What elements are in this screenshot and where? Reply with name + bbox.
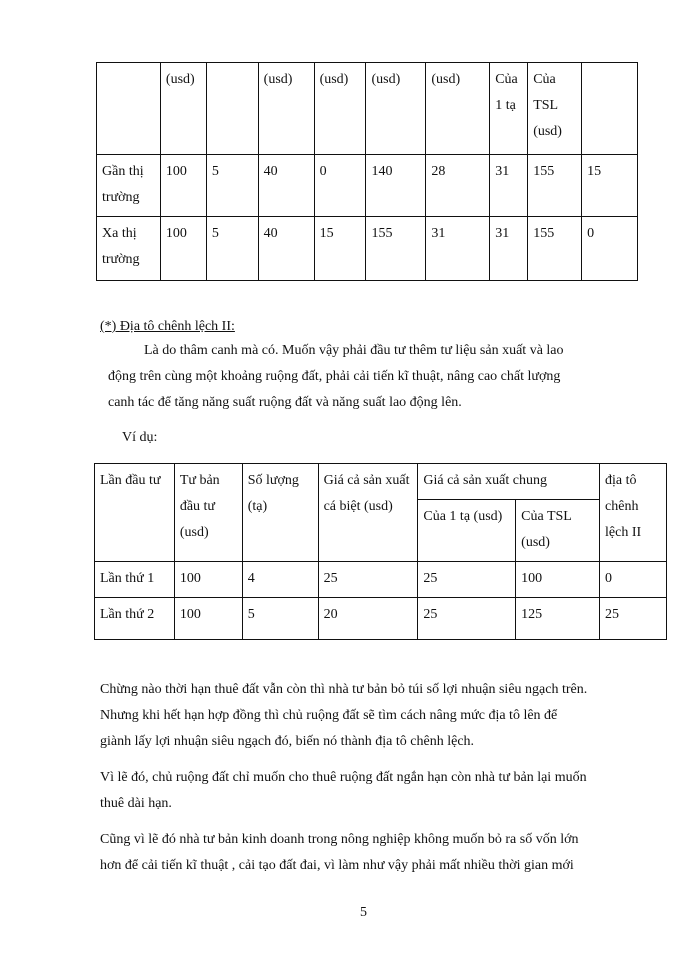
table1-header-cell: (usd) xyxy=(314,63,366,155)
rent-table-2 xyxy=(94,463,667,640)
table2-header-cell: Số lượng (tạ) xyxy=(242,464,318,562)
table2-header-cell: Giá cả sản xuất cá biệt (usd) xyxy=(318,464,418,562)
table-cell: Xa thị trường xyxy=(97,217,161,281)
table1-header-cell xyxy=(206,63,258,155)
table-cell: 100 xyxy=(174,598,242,640)
paragraph-lease xyxy=(100,677,660,755)
table-cell: 5 xyxy=(206,217,258,281)
example-label: Ví dụ: xyxy=(122,430,158,445)
paragraph-line: Cũng vì lẽ đó nhà tư bản kinh doanh trong nông nghiệp không muốn bỏ ra số vốn lớn xyxy=(100,832,579,847)
paragraph-line: canh tác để tăng năng suất ruộng đất và năng suất lao động lên. xyxy=(108,395,462,410)
paragraph-landowner xyxy=(100,765,660,817)
table1-header-cell: Của 1 tạ xyxy=(490,63,528,155)
table-cell: 0 xyxy=(314,155,366,217)
paragraph-line: Nhưng khi hết hạn hợp đồng thì chủ ruộng đất sẽ tìm cách nâng mức địa tô lên để xyxy=(100,708,558,723)
table-cell: 155 xyxy=(366,217,426,281)
table-cell: 20 xyxy=(318,598,418,640)
table-cell: 40 xyxy=(258,155,314,217)
paragraph-line: giành lấy lợi nhuận siêu ngạch đó, biến nó thành địa tô chênh lệch. xyxy=(100,734,475,749)
table-cell: 125 xyxy=(516,598,600,640)
paragraph-intro xyxy=(108,338,638,416)
table1-header-cell: Của TSL (usd) xyxy=(528,63,582,155)
table-row xyxy=(97,217,638,281)
paragraph-line: động trên cùng một khoảng ruộng đất, phải cải tiến kĩ thuật, nâng cao chất lượng xyxy=(108,369,561,384)
paragraph-line: Vì lẽ đó, chủ ruộng đất chỉ muốn cho thuê ruộng đất ngắn hạn còn nhà tư bản lại muốn xyxy=(100,770,587,785)
table1-header-cell: (usd) xyxy=(258,63,314,155)
table-cell: 155 xyxy=(528,217,582,281)
table-cell: 40 xyxy=(258,217,314,281)
paragraph-line: thuê dài hạn. xyxy=(100,796,172,811)
rent-table-1 xyxy=(96,62,638,281)
paragraph-capitalist xyxy=(100,827,660,879)
table1-header-cell: (usd) xyxy=(366,63,426,155)
paragraph-line: Là do thâm canh mà có. Muốn vậy phải đầu tư thêm tư liệu sản xuất và lao xyxy=(144,343,564,358)
table-row xyxy=(95,562,667,598)
table-cell: 25 xyxy=(418,562,516,598)
table-cell: 5 xyxy=(206,155,258,217)
table2-header-cell: Của 1 tạ (usd) xyxy=(418,500,516,562)
paragraph-line: Chừng nào thời hạn thuê đất vẫn còn thì nhà tư bản bỏ túi số lợi nhuận siêu ngạch trên. xyxy=(100,682,588,697)
table-cell: 100 xyxy=(160,217,206,281)
table-cell: 31 xyxy=(490,217,528,281)
table2-header-row xyxy=(95,464,667,500)
table1-header-cell xyxy=(582,63,638,155)
page-number: 5 xyxy=(360,905,367,920)
table-cell: 140 xyxy=(366,155,426,217)
table-cell: 4 xyxy=(242,562,318,598)
table-cell: 15 xyxy=(314,217,366,281)
table-cell: 100 xyxy=(160,155,206,217)
table-cell: Gần thị trường xyxy=(97,155,161,217)
table-cell: 25 xyxy=(318,562,418,598)
table1-header-cell xyxy=(97,63,161,155)
table2-header-cell: địa tô chênh lệch II xyxy=(600,464,667,562)
table-cell: 25 xyxy=(418,598,516,640)
table-cell: 28 xyxy=(426,155,490,217)
table1-header-row xyxy=(97,63,638,155)
table-cell: 15 xyxy=(582,155,638,217)
table1-header-cell: (usd) xyxy=(426,63,490,155)
table2-header-cell: Lần đầu tư xyxy=(95,464,175,562)
table-cell: 5 xyxy=(242,598,318,640)
table-cell: 100 xyxy=(174,562,242,598)
table2-header-cell: Giá cả sản xuất chung xyxy=(418,464,600,500)
table-cell: 155 xyxy=(528,155,582,217)
table1-header-cell: (usd) xyxy=(160,63,206,155)
table-cell: 0 xyxy=(600,562,667,598)
table-cell: 25 xyxy=(600,598,667,640)
table2-header-cell: Của TSL (usd) xyxy=(516,500,600,562)
table2-header-cell: Tư bản đầu tư (usd) xyxy=(174,464,242,562)
table-cell: 100 xyxy=(516,562,600,598)
section-heading: (*) Địa tô chênh lệch II: xyxy=(100,319,235,334)
table-cell: 0 xyxy=(582,217,638,281)
table-row xyxy=(95,598,667,640)
paragraph-line: hơn để cải tiến kĩ thuật , cải tạo đất đai, vì làm như vậy phải mất nhiều thời gian mới xyxy=(100,858,574,873)
table-cell: 31 xyxy=(490,155,528,217)
table-cell: 31 xyxy=(426,217,490,281)
table-cell: Lần thứ 2 xyxy=(95,598,175,640)
table-cell: Lần thứ 1 xyxy=(95,562,175,598)
table-row xyxy=(97,155,638,217)
